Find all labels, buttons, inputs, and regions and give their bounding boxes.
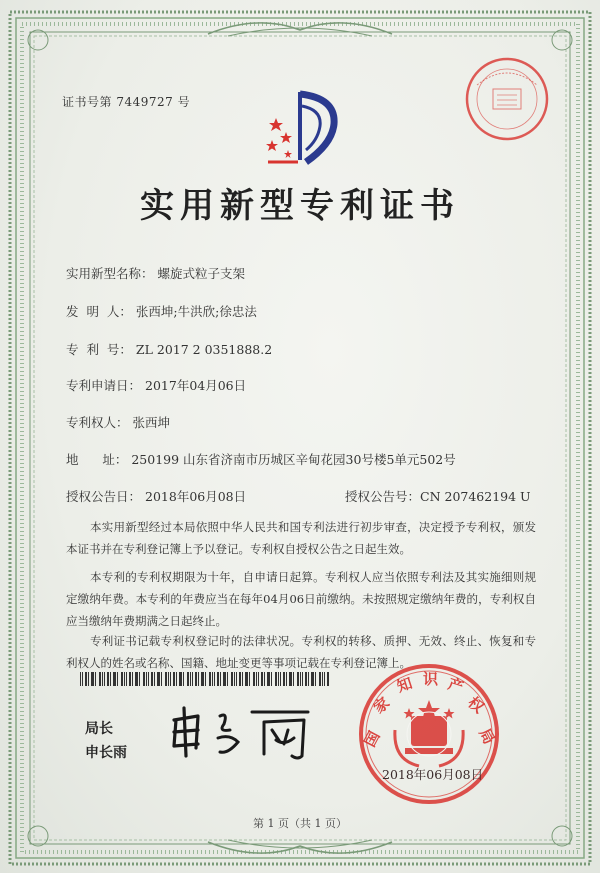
application-date-row (66, 376, 246, 394)
patent-number-label: 专 利 号： (66, 342, 132, 357)
director-signature (168, 702, 318, 762)
application-date-label: 专利申请日： (66, 378, 142, 393)
patentee-row (66, 413, 170, 431)
grant-date-label: 授权公告日： (66, 489, 142, 504)
utility-name-label: 实用新型名称： (66, 266, 154, 281)
inventor-label: 发 明 人： (66, 304, 132, 319)
certificate-number (62, 93, 190, 110)
statement-paragraph-2: 本专利的专利权期限为十年，自申请日起算。专利权人应当依照专利法及其实施细则规定缴纳年费。本专利的年费应当在每年04月06日前缴纳。未按照规定缴纳年费的，专利权自应当缴纳年费期满之日起终止。 (66, 570, 536, 628)
certificate-title: 实用新型专利证书 (140, 186, 460, 226)
svg-text:权: 权 (464, 693, 488, 717)
patent-number-value: ZL 2017 2 0351888.2 (135, 342, 273, 357)
svg-text:知: 知 (394, 674, 415, 696)
address-row (66, 450, 456, 468)
grant-date-value: 2018年06月08日 (145, 489, 247, 504)
svg-text:识: 识 (423, 670, 439, 688)
patent-number-row (66, 340, 272, 358)
seal-date: 2018年06月08日 (382, 767, 484, 782)
inventor-value: 张西坤;牛洪欣;徐忠法 (135, 304, 257, 319)
certificate-number-value: 7449727 (116, 95, 174, 109)
svg-text:产: 产 (445, 674, 466, 697)
svg-text:局: 局 (475, 725, 499, 748)
cnipa-official-seal (355, 660, 503, 808)
statement-paragraph-1: 本实用新型经过本局依照中华人民共和国专利法进行初步审查，决定授予专利权，颁发本证书并在专利登记簿上予以登记。专利权自授权公告之日起生效。 (66, 520, 536, 556)
utility-name-value: 螺旋式粒子支架 (157, 266, 246, 281)
patentee-value: 张西坤 (132, 415, 171, 430)
grant-number-value: CN 207462194 U (420, 489, 531, 504)
inventor-row (66, 302, 257, 320)
svg-text:国: 国 (360, 728, 384, 750)
grant-number-row (345, 487, 531, 505)
patentee-label: 专利权人： (66, 415, 129, 430)
grant-number-label: 授权公告号： (345, 489, 421, 504)
certificate-number-suffix: 号 (177, 95, 191, 109)
page-number: 第 1 页（共 1 页） (253, 817, 347, 830)
director-title: 局长 (85, 721, 113, 737)
director-name: 申长雨 (85, 745, 127, 761)
utility-name-row (66, 264, 245, 282)
grant-date-row (66, 487, 246, 505)
barcode (80, 672, 330, 686)
svg-text:家: 家 (370, 693, 394, 718)
address-label: 地 址： (66, 452, 128, 467)
certificate-number-label: 证书号第 (62, 95, 113, 109)
statement-paragraph-3: 专利证书记载专利权登记时的法律状况。专利权的转移、质押、无效、终止、恢复和专利权人的姓名或名称、国籍、地址变更等事项记载在专利登记簿上。 (66, 634, 536, 670)
cnipa-logo-icon (262, 88, 342, 170)
application-date-value: 2017年04月06日 (145, 378, 247, 393)
agency-stamp (463, 55, 551, 143)
address-value: 250199 山东省济南市历城区辛甸花园30号楼5单元502号 (131, 452, 456, 467)
